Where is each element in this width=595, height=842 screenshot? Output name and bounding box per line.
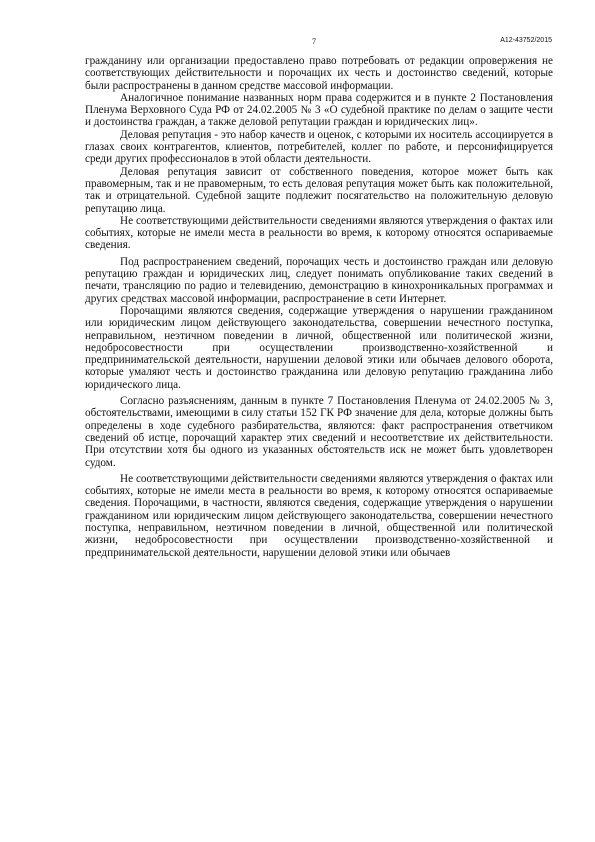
document-body [85,55,553,559]
paragraph-7: Порочащими являются сведения, содержащие утверждения о нарушении гражданином или юридическим лицом действующего законодательства, совершении нечестного поступка, неправильном, неэтичном поведении в личной, общественной или политической жизни, недобросовестности при осуществлении производственно-хозяйственной и предпринимательской деятельности, нарушении деловой этики или обычаев делового оборота, которые умаляют честь и достоинство гражданина или деловую репутацию гражданина либо юридического лица. [85,304,553,391]
paragraph-2: Аналогичное понимание названных норм права содержится и в пункте 2 Постановления Пленума Верховного Суда РФ от 24.02.2005 № 3 «О судебной практике по делам о защите чести и достоинства граждан, а также деловой репутации граждан и юридических лиц». [85,91,553,129]
paragraph-5: Не соответствующими действительности сведениями являются утверждения о фактах или событиях, которые не имели места в реальности во время, к которому относятся оспариваемые сведения. [85,214,553,252]
paragraph-1: гражданину или организации предоставлено право потребовать от редакции опровержения не соответствующих действительности и порочащих их честь и достоинство сведений, которые были распространены в данном средстве массовой информации. [85,55,553,92]
paragraph-6: Под распространением сведений, порочащих честь и достоинство граждан или деловую репутацию граждан и юридических лиц, следует понимать опубликование таких сведений в печати, трансляцию по радио и телевидению, демонстрацию в кинохроникальных программах и других средствах массовой информации, распространение в сети Интернет. [85,255,553,305]
case-number: А12-43752/2015 [500,37,552,44]
paragraph-8: Согласно разъяснениям, данным в пункте 7 Постановления Пленума от 24.02.2005 № 3, обстоятельствами, имеющими в силу статьи 152 ГК РФ значение для дела, которые должны быть определены в ходе судебного разбирательства, являются: факт распространения ответчиком сведений об истце, порочащий характер этих сведений и несоответствие их действительности. При отсутствии хотя бы одного из указанных обстоятельств иск не может быть удовлетворен судом. [85,395,553,469]
page-number: 7 [312,37,316,46]
paragraph-4: Деловая репутация зависит от собственного поведения, которое может быть как правомерным, так и не правомерным, то есть деловая репутация может быть как положительной, так и отрицательной. Судебной защите подлежит посягательство на положительную деловую репутацию лица. [85,165,553,215]
paragraph-3: Деловая репутация - это набор качеств и оценок, с которыми их носитель ассоциируется в глазах своих контрагентов, клиентов, потребителей, коллег по работе, и персонифицируется среди других профессионалов в этой области деятельности. [85,128,553,166]
paragraph-9: Не соответствующими действительности сведениями являются утверждения о фактах или событиях, которые не имели места в реальности во время, к которому относятся оспариваемые сведения. Порочащими, в частности, являются сведения, содержащие утверждения о нарушении гражданином или юридическим лицом действующего законодательства, совершении нечестного поступка, неправильном, неэтичном поведении в личной, общественной или политической жизни, недобросовестности при осуществлении производственно-хозяйственной и предпринимательской деятельности, нарушении деловой этики или обычаев [85,472,553,559]
